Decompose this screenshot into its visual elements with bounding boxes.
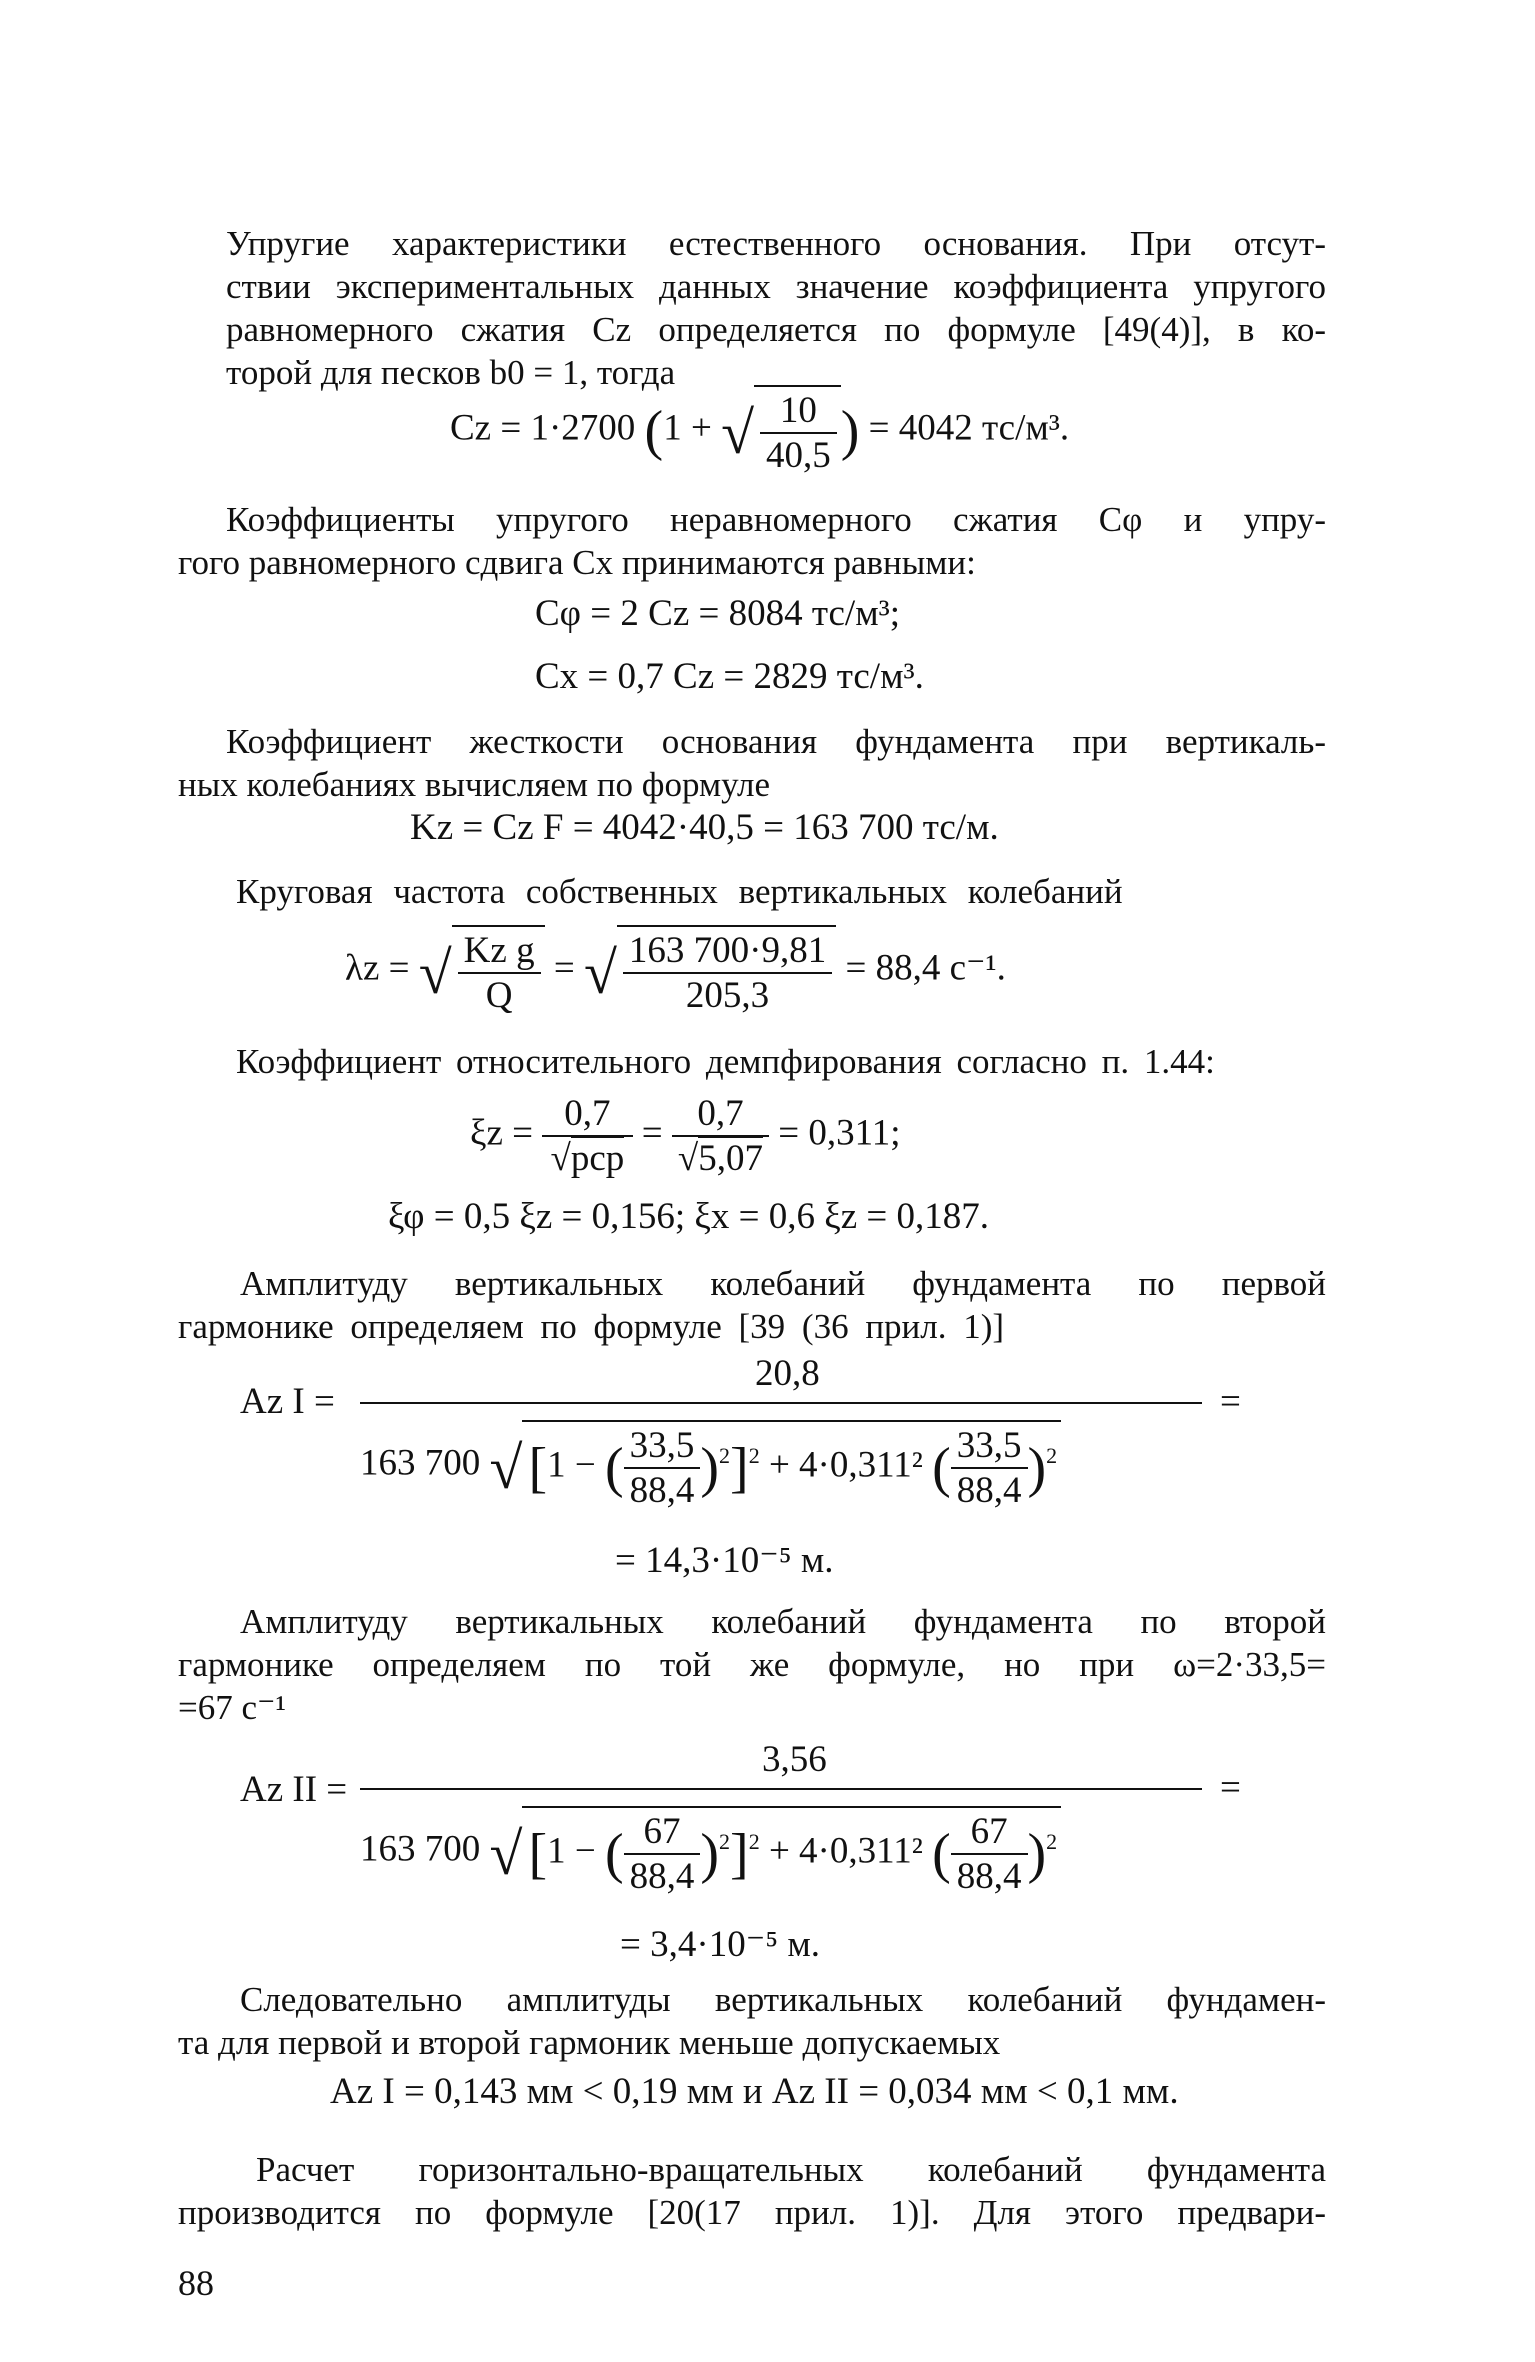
paragraph-damping xyxy=(236,1040,1326,1083)
paragraph-circular-frequency xyxy=(236,870,1236,913)
formula-xi-num2: 0,7 xyxy=(672,1092,769,1137)
formula-lambda: λz = √ $\frac{\text{Kz g}}{Q}$ = √ $\frac{163 700\cdot 9,81}{205,3}$ = 88,4 с⁻¹. xyxy=(345,925,1006,1017)
formula-a2-lhs: Az II = xyxy=(240,1769,348,1810)
text-line: ных колебаниях вычисляем по формуле xyxy=(178,765,771,804)
formula-a2-mid: + 4·0,311² xyxy=(768,1830,923,1872)
formula-cz: Cz = 1·2700 (1 + √ $\frac{10}{40,5}$ ) = 4042 тс/м³. xyxy=(450,385,1069,477)
formula-lambda-num1: Kz g xyxy=(458,929,541,974)
formula-cz-num: 10 xyxy=(760,389,837,434)
formula-cz-den: 40,5 xyxy=(766,435,831,476)
formula-lambda-num2: 163 700·9,81 xyxy=(623,929,832,974)
text-line: гого равномерного сдвига Cx принимаются равными: xyxy=(178,543,976,582)
page-number: 88 xyxy=(178,2263,214,2303)
text-line: Следовательно амплитуды вертикальных колебаний фундамен- xyxy=(240,1980,1326,2019)
text-line: Коэффициенты упругого неравномерного сжатия Cφ и упру- xyxy=(226,500,1326,539)
formula-a1-frac-den: 88,4 xyxy=(629,1470,695,1511)
text-line: гармонике определяем по той же формуле, но при ω=2·33,5= xyxy=(178,1645,1326,1684)
formula-a1-fraction-bar xyxy=(360,1402,1202,1404)
formula-a2-frac-den: 88,4 xyxy=(629,1856,695,1897)
paragraph-conclusion xyxy=(178,1978,1326,2064)
formula-kz: Kz = Cz F = 4042·40,5 = 163 700 тс/м. xyxy=(410,807,999,848)
formula-a2-result: = 3,4·10⁻⁵ м. xyxy=(620,1924,821,1965)
formula-cx: Cx = 0,7 Cz = 2829 тс/м³. xyxy=(535,656,924,697)
text-line: Расчет горизонтально-вращательных колебаний фундамента xyxy=(256,2150,1326,2189)
text-line: равномерного сжатия Cz определяется по формуле [49(4)], в ко- xyxy=(226,310,1326,349)
text-line: Амплитуду вертикальных колебаний фундамента по первой xyxy=(240,1264,1326,1303)
paragraph-amplitude-second xyxy=(178,1600,1326,1729)
text-line: та для первой и второй гармоник меньше допускаемых xyxy=(178,2023,1001,2062)
formula-cphi: Cφ = 2 Cz = 8084 тс/м³; xyxy=(535,593,900,634)
formula-a2-denominator: 163 700 √ [1 − ( $\frac{67}{88,4}$ )$^2$]$^2$ + 4·0,311² ( $\frac{67}{88,4}$ )$^2$ xyxy=(360,1806,1061,1898)
text-line: Коэффициент относительного демпфирования согласно п. 1.44: xyxy=(236,1042,1215,1081)
text-line: Круговая частота собственных вертикальных колебаний xyxy=(236,872,1123,911)
text-line: Амплитуду вертикальных колебаний фундамента по второй xyxy=(240,1602,1326,1641)
text-line: производится по формуле [20(17 прил. 1)]. Для этого предвари- xyxy=(178,2193,1326,2232)
formula-lambda-den1: Q xyxy=(485,975,513,1016)
formula-xi-num1: 0,7 xyxy=(542,1092,632,1137)
formula-xi-line2: ξφ = 0,5 ξz = 0,156; ξx = 0,6 ξz = 0,187. xyxy=(388,1196,990,1237)
formula-xi-den2: 5,07 xyxy=(698,1138,763,1179)
formula-xi-rhs: = 0,311; xyxy=(778,1112,901,1154)
text-line: торой для песков b0 = 1, тогда xyxy=(226,353,676,392)
formula-lambda-lhs: λz = xyxy=(345,947,410,989)
formula-a1-mid: + 4·0,311² xyxy=(768,1444,923,1486)
formula-cz-rhs: = 4042 тс/м³. xyxy=(868,407,1070,449)
paragraph-stiffness xyxy=(178,720,1326,806)
text-line: =67 с⁻¹ xyxy=(178,1688,286,1727)
paragraph-amplitude-first xyxy=(178,1262,1326,1348)
formula-a2-num: 3,56 xyxy=(762,1739,827,1780)
formula-compare: Az I = 0,143 мм < 0,19 мм и Az II = 0,034 мм < 0,1 мм. xyxy=(330,2071,1179,2112)
formula-a2-fraction-bar xyxy=(360,1788,1202,1790)
formula-a1-denominator: 163 700 √ [1 − ( $\frac{33,5}{88,4}$ )$^2$]$^2$ + 4·0,311² ( $\frac{33,5}{88,4}$ )$^2$ xyxy=(360,1420,1061,1512)
formula-a1-equals: = xyxy=(1220,1381,1241,1422)
formula-a1-num: 20,8 xyxy=(755,1353,820,1394)
formula-lambda-den2: 205,3 xyxy=(685,975,770,1016)
formula-a1-frac-num: 33,5 xyxy=(624,1424,701,1469)
paragraph-horizontal-rotational xyxy=(178,2148,1326,2234)
formula-a2-equals: = xyxy=(1220,1767,1241,1808)
formula-a1-result: = 14,3·10⁻⁵ м. xyxy=(615,1540,834,1581)
formula-xi: ξz = $\frac{0,7}{\text{√pср}}$ = $\frac{0,7}{√5,07}$ = 0,311; xyxy=(470,1093,901,1179)
formula-a1-lhs: Az I = xyxy=(240,1381,335,1422)
formula-a1-coef: 163 700 xyxy=(360,1442,481,1484)
text-line: Коэффициент жесткости основания фундамента при вертикаль- xyxy=(226,722,1326,761)
formula-xi-den1: pср xyxy=(570,1138,625,1179)
formula-xi-lhs: ξz = xyxy=(470,1112,534,1154)
formula-a2-coef: 163 700 xyxy=(360,1828,481,1870)
formula-cz-lhs: Cz = 1·2700 xyxy=(450,407,636,449)
text-line: ствии экспериментальных данных значение коэффициента упругого xyxy=(226,267,1326,306)
text-line: гармонике определяем по формуле [39 (36 прил. 1)] xyxy=(178,1307,1005,1346)
formula-lambda-rhs: = 88,4 с⁻¹. xyxy=(845,947,1006,989)
formula-a2-frac-num: 67 xyxy=(624,1810,701,1855)
paragraph-coefficients xyxy=(178,498,1326,584)
text-line: Упругие характеристики естественного основания. При отсут- xyxy=(226,224,1326,263)
paragraph-elastic-properties xyxy=(226,222,1326,394)
